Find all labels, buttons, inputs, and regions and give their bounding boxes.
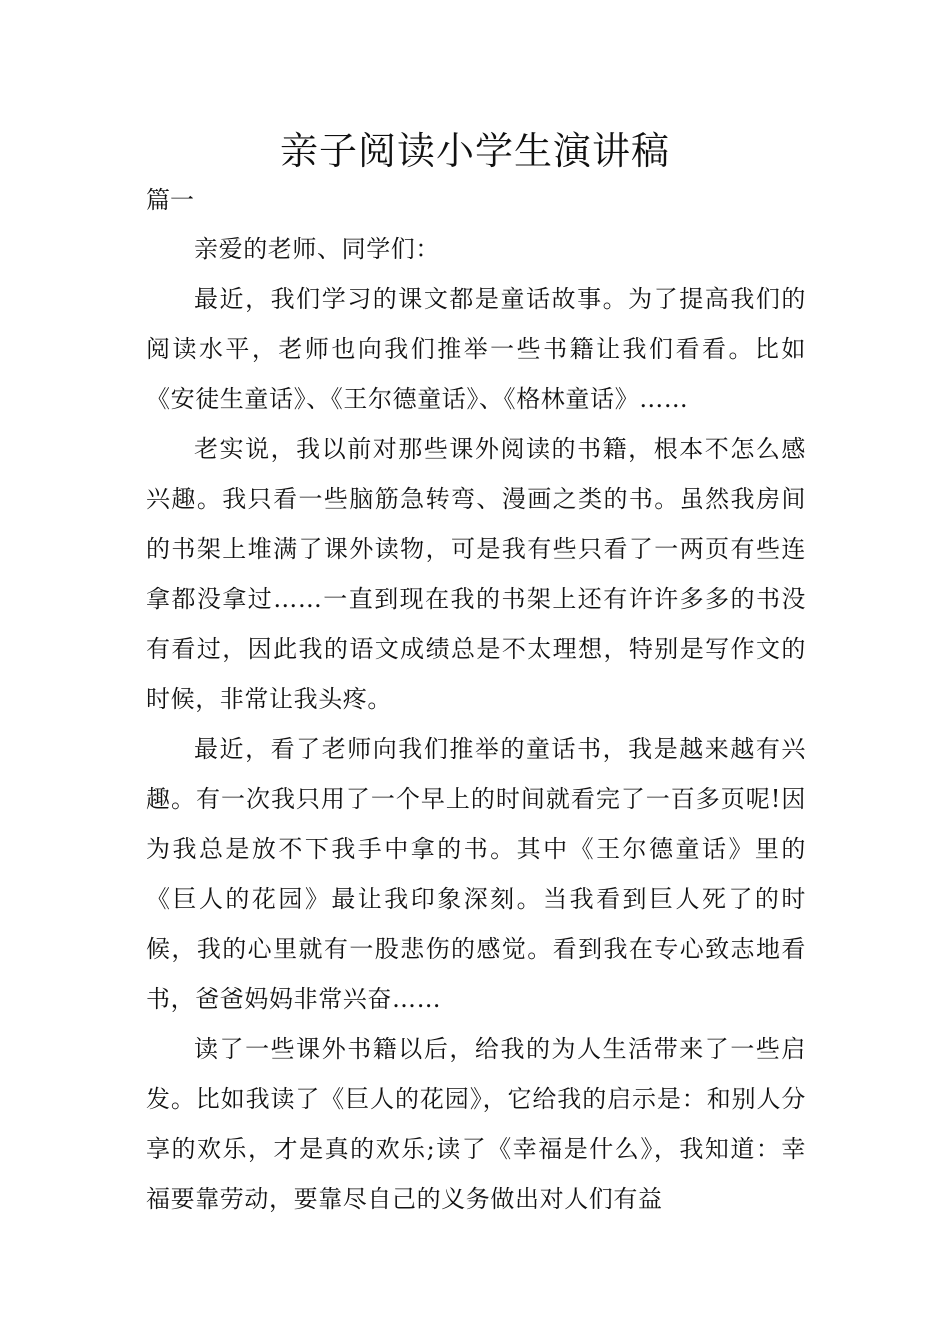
page-title: 亲子阅读小学生演讲稿 bbox=[279, 129, 670, 173]
paragraph-2: 老实说，我以前对那些课外阅读的书籍，根本不怎么感兴趣。我只看一些脑筋急转弯、漫画之类的书。虽然我房间的书架上堆满了课外读物，可是我有些只看了一两页有些连拿都没拿过……一直到现在我的书架上还有许许多多的书没有看过，因此我的语文成绩总是不太理想，特别是写作文的时候，非常让我头疼。 bbox=[146, 435, 806, 713]
paragraph-1: 最近，我们学习的课文都是童话故事。为了提高我们的阅读水平，老师也向我们推举一些书籍让我们看看。比如《安徒生童话》、《王尔德童话》、《格林童话》…… bbox=[146, 285, 806, 413]
paragraph-greeting: 亲爱的老师、同学们： bbox=[194, 235, 440, 263]
paragraph-4: 读了一些课外书籍以后，给我的为人生活带来了一些启发。比如我读了《巨人的花园》，它给我的启示是：和别人分享的欢乐，才是真的欢乐;读了《幸福是什么》，我知道：幸福要靠劳动，要靠尽自己的义务做出对人们有益 bbox=[146, 1035, 806, 1213]
paragraph-3: 最近，看了老师向我们推举的童话书，我是越来越有兴趣。有一次我只用了一个早上的时间就看完了一百多页呢!因为我总是放不下我手中拿的书。其中《王尔德童话》里的《巨人的花园》最让我印象深刻。当我看到巨人死了的时候，我的心里就有一股悲伤的感觉。看到我在专心致志地看书，爸爸妈妈非常兴奋…… bbox=[146, 735, 806, 1013]
section-label: 篇一 bbox=[146, 186, 194, 214]
document-body bbox=[146, 224, 806, 1224]
